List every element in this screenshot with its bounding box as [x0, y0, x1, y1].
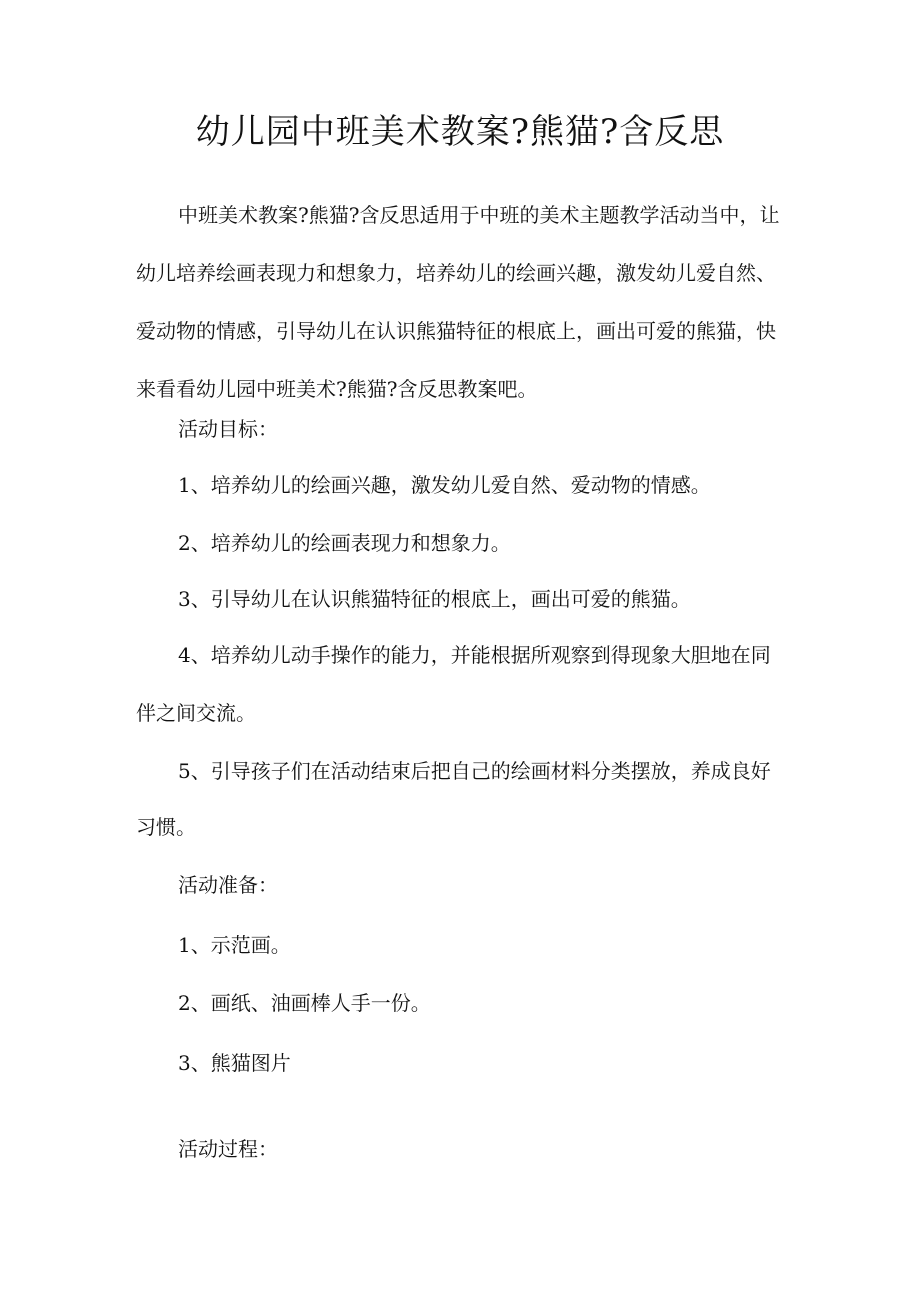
intro-line: 爱动物的情感，引导幼儿在认识熊猫特征的根底上，画出可爱的熊猫，快 — [136, 319, 776, 343]
goal-item-4-continued: 伴之间交流。 — [136, 701, 256, 725]
document-title: 幼儿园中班美术教案?熊猫?含反思 — [195, 112, 725, 152]
prep-item-2: 2、画纸、油画棒人手一份。 — [178, 991, 431, 1015]
goal-item-1: 1、培养幼儿的绘画兴趣，激发幼儿爱自然、爱动物的情感。 — [178, 473, 711, 497]
intro-paragraph — [136, 186, 784, 418]
goals-heading: 活动目标： — [178, 417, 278, 441]
process-heading: 活动过程： — [178, 1137, 278, 1161]
goal-item-5-continued: 习惯。 — [136, 815, 196, 839]
goal-item-3: 3、引导幼儿在认识熊猫特征的根底上，画出可爱的熊猫。 — [178, 587, 691, 611]
prep-heading: 活动准备： — [178, 873, 278, 897]
intro-line: 幼儿培养绘画表现力和想象力，培养幼儿的绘画兴趣，激发幼儿爱自然、 — [136, 261, 776, 285]
goal-item-2: 2、培养幼儿的绘画表现力和想象力。 — [178, 531, 511, 555]
intro-line: 中班美术教案?熊猫?含反思适用于中班的美术主题教学活动当中，让 — [178, 203, 780, 227]
prep-item-1: 1、示范画。 — [178, 933, 291, 957]
goal-item-4: 4、培养幼儿动手操作的能力，并能根据所观察到得现象大胆地在同 — [178, 643, 771, 667]
goal-item-5: 5、引导孩子们在活动结束后把自己的绘画材料分类摆放，养成良好 — [178, 759, 771, 783]
prep-item-3: 3、熊猫图片 — [178, 1051, 291, 1075]
intro-line: 来看看幼儿园中班美术?熊猫?含反思教案吧。 — [136, 377, 538, 401]
